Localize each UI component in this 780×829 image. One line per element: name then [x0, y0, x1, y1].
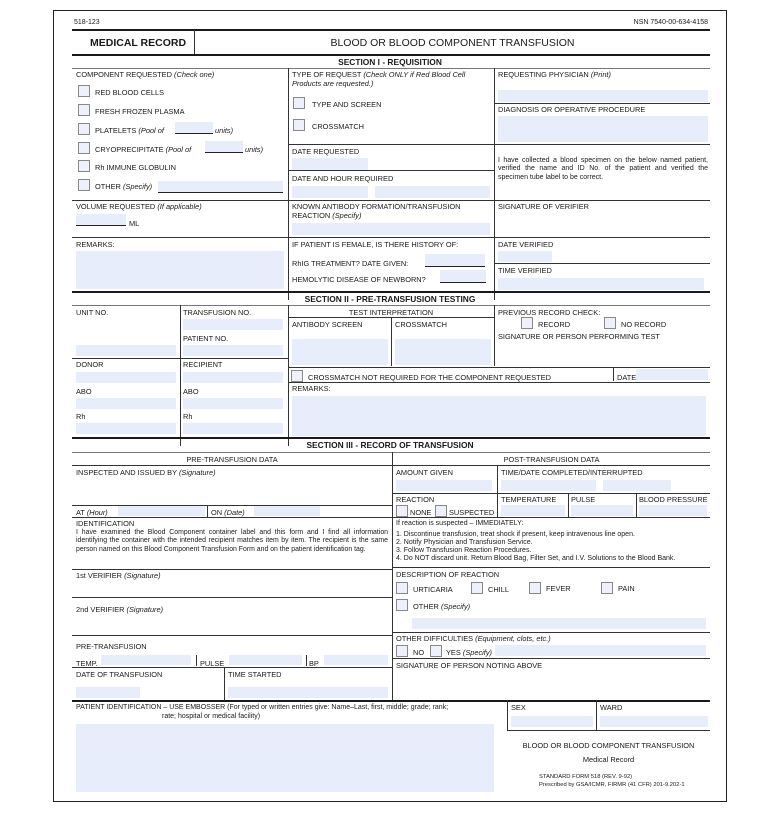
- section2-remarks-label: REMARKS:: [292, 384, 331, 393]
- form-code: 518-123: [74, 19, 100, 26]
- underline: [440, 282, 486, 283]
- divider: [72, 635, 392, 636]
- divider: [497, 465, 498, 517]
- date-of-transfusion-input[interactable]: [76, 687, 140, 698]
- divider: [391, 317, 392, 366]
- standard-form-number: STANDARD FORM 518 (REV. 9-92): [539, 774, 633, 780]
- units-label: units): [245, 145, 264, 154]
- previous-record-check-label: PREVIOUS RECORD CHECK:: [498, 308, 601, 317]
- divider: [288, 367, 710, 368]
- divider: [494, 305, 495, 366]
- unit-no-label: UNIT NO.: [76, 308, 109, 317]
- reaction-suspected-checkbox[interactable]: [435, 505, 447, 517]
- date-verified-input[interactable]: [498, 251, 552, 262]
- ward-label: WARD: [600, 703, 623, 712]
- diagnosis-input[interactable]: [498, 116, 708, 142]
- divider: [392, 517, 710, 518]
- cryoprecipitate-label: CRYOPRECIPITATE (Pool of: [95, 145, 192, 154]
- other-reaction-input[interactable]: [412, 618, 706, 629]
- divider: [180, 305, 181, 446]
- transfusion-no-label: TRANSFUSION NO.: [183, 308, 252, 317]
- donor-label: DONOR: [76, 360, 104, 369]
- unit-no-input[interactable]: [76, 345, 176, 356]
- crossmatch-date-input[interactable]: [636, 369, 708, 380]
- instruction-step-2: 2. Notify Physician and Transfusion Service.: [396, 539, 533, 546]
- none-label: NONE: [410, 508, 432, 517]
- fever-checkbox[interactable]: [529, 582, 541, 594]
- pulse-label: PULSE: [200, 659, 225, 668]
- date-of-transfusion-label: DATE OF TRANSFUSION: [76, 670, 163, 679]
- other-difficulties-input[interactable]: [495, 645, 706, 656]
- time-completed-input[interactable]: [501, 480, 596, 491]
- footer-form-subtitle: Medical Record: [582, 755, 635, 764]
- divider: [72, 465, 710, 466]
- divider: [72, 54, 710, 56]
- volume-requested-label: VOLUME REQUESTED (If applicable): [76, 202, 202, 211]
- divider: [306, 655, 307, 666]
- divider: [72, 358, 288, 359]
- divider: [72, 305, 710, 306]
- first-verifier-label: 1st VERIFIER (Signature): [76, 571, 161, 580]
- divider: [568, 493, 569, 517]
- pre-pulse-input[interactable]: [229, 655, 302, 665]
- divider: [72, 517, 392, 518]
- urticaria-checkbox[interactable]: [396, 582, 408, 594]
- pain-checkbox[interactable]: [601, 582, 613, 594]
- time-started-input[interactable]: [228, 687, 388, 698]
- divider: [72, 597, 392, 598]
- pain-label: PAIN: [618, 584, 635, 593]
- underline: [175, 133, 213, 134]
- no-label: NO: [413, 648, 425, 657]
- antibody-label-line1: KNOWN ANTIBODY FORMATION/TRANSFUSION: [292, 202, 461, 211]
- underline: [425, 266, 485, 267]
- blood-pressure-label: BLOOD PRESSURE: [639, 495, 708, 504]
- cryo-pool-input[interactable]: [205, 141, 243, 152]
- post-pulse-label: PULSE: [571, 495, 596, 504]
- crossmatch-not-required-checkbox[interactable]: [291, 370, 303, 382]
- donor-input[interactable]: [76, 372, 176, 383]
- other-component-input[interactable]: [158, 181, 283, 192]
- recipient-rh-label: Rh: [183, 412, 193, 421]
- chill-checkbox[interactable]: [471, 582, 483, 594]
- red-blood-cells-checkbox[interactable]: [78, 85, 90, 97]
- date-requested-input[interactable]: [292, 158, 368, 170]
- recipient-input[interactable]: [183, 372, 283, 383]
- prescribed-by: Prescribed by GSA/ICMR, FIRMR (41 CFR) 201-9.202-1: [539, 782, 685, 788]
- urticaria-label: URTICARIA: [413, 585, 453, 594]
- rh-immune-globulin-checkbox[interactable]: [78, 160, 90, 172]
- instruction-step-1: 1. Discontinue transfusion, treat shock if present, keep intravenous line open.: [396, 531, 635, 538]
- section2-remarks-input[interactable]: [292, 396, 706, 436]
- inspected-issued-label: INSPECTED AND ISSUED BY (Signature): [76, 468, 216, 477]
- section-2-title: SECTION II - PRE-TRANSFUSION TESTING: [304, 294, 476, 304]
- difficulties-no-checkbox[interactable]: [396, 645, 408, 657]
- on-date-label: ON (Date): [211, 508, 245, 517]
- type-of-request-hint: Products are requested.): [292, 79, 374, 88]
- divider: [392, 632, 710, 633]
- antibody-input[interactable]: [292, 223, 490, 235]
- hdn-label: HEMOLYTIC DISEASE OF NEWBORN?: [292, 275, 426, 284]
- identification-label: IDENTIFICATION: [76, 519, 135, 528]
- other-reaction-label: OTHER (Specify): [413, 602, 471, 611]
- form-title: BLOOD OR BLOOD COMPONENT TRANSFUSION: [330, 37, 575, 49]
- underline: [76, 225, 126, 226]
- patient-identification-hint: rate; hospital or medical facility): [162, 713, 261, 720]
- platelets-label: PLATELETS (Pool of: [95, 126, 164, 135]
- amount-given-label: AMOUNT GIVEN: [396, 468, 453, 477]
- instruction-step-3: 3. Follow Transfusion Reaction Procedures.: [396, 547, 532, 554]
- rhig-treatment-label: RhIG TREATMENT? DATE GIVEN:: [292, 259, 409, 268]
- patient-no-label: PATIENT NO.: [183, 334, 229, 343]
- date-required-input[interactable]: [292, 186, 368, 198]
- other-reaction-checkbox[interactable]: [396, 599, 408, 611]
- divider: [224, 667, 225, 700]
- at-hour-input[interactable]: [118, 506, 205, 516]
- divider: [72, 667, 392, 668]
- platelets-checkbox[interactable]: [78, 123, 90, 135]
- footer-form-title: BLOOD OR BLOOD COMPONENT TRANSFUSION: [522, 741, 695, 750]
- diagnosis-label: DIAGNOSIS OR OPERATIVE PROCEDURE: [498, 105, 646, 114]
- at-hour-label: AT (Hour): [76, 508, 108, 517]
- date-completed-input[interactable]: [603, 480, 671, 491]
- divider: [72, 200, 710, 201]
- if-reaction-label: If reaction is suspected – IMMEDIATELY:: [396, 520, 524, 527]
- post-bp-input[interactable]: [639, 505, 707, 516]
- divider: [288, 144, 494, 145]
- divider: [613, 367, 614, 381]
- crossmatch-label: CROSSMATCH: [395, 320, 448, 329]
- crossmatch-input[interactable]: [395, 339, 491, 365]
- recipient-label: RECIPIENT: [183, 360, 223, 369]
- crossmatch-request-checkbox[interactable]: [293, 119, 305, 131]
- divider: [196, 655, 197, 666]
- rh-immune-globulin-label: Rh IMMUNE GLOBULIN: [95, 163, 176, 172]
- other-difficulties-label: OTHER DIFFICULTIES (Equipment, clots, etc.): [396, 634, 551, 643]
- remarks-input[interactable]: [76, 251, 284, 289]
- reaction-none-checkbox[interactable]: [396, 505, 408, 517]
- patient-identification-label: PATIENT IDENTIFICATION – USE EMBOSSER (For typed or written entries give: Name–Last, first, middle; grade; rank;: [76, 704, 449, 711]
- date-requested-label: DATE REQUESTED: [292, 147, 360, 156]
- cryoprecipitate-checkbox[interactable]: [78, 142, 90, 154]
- requesting-physician-label: REQUESTING PHYSICIAN (Print): [498, 70, 611, 79]
- divider: [392, 452, 393, 700]
- underline: [205, 152, 243, 153]
- section-3-title: SECTION III - RECORD OF TRANSFUSION: [306, 440, 474, 450]
- divider: [72, 68, 710, 69]
- post-pulse-input[interactable]: [571, 505, 633, 516]
- ml-unit: ML: [129, 219, 140, 228]
- component-requested-label: COMPONENT REQUESTED (Check one): [76, 70, 215, 79]
- nsn-number: NSN 7540-00-634-4158: [633, 19, 708, 26]
- donor-abo-input[interactable]: [76, 398, 176, 409]
- divider: [494, 263, 710, 264]
- instruction-step-4: 4. Do NOT discard unit. Return Blood Bag, Filter Set, and I.V. Solutions to the Blood Bank.: [396, 555, 676, 562]
- donor-rh-input[interactable]: [76, 423, 176, 434]
- divider: [494, 144, 710, 145]
- patient-identification-area[interactable]: [76, 724, 494, 792]
- pre-temp-input[interactable]: [101, 655, 191, 665]
- other-component-label: OTHER (Specify): [95, 182, 153, 191]
- rhig-date-input[interactable]: [425, 254, 485, 266]
- platelets-pool-input[interactable]: [175, 122, 213, 133]
- specimen-attestation: I have collected a blood specimen on the below named patient, verified the name and ID No. of the patient and verified the specimen tube label to be correct.: [498, 157, 708, 181]
- time-verified-label: TIME VERIFIED: [498, 266, 552, 275]
- bp-label: BP: [309, 659, 319, 668]
- pre-bp-input[interactable]: [324, 655, 388, 665]
- divider: [72, 237, 710, 238]
- chill-label: CHILL: [488, 585, 509, 594]
- hdn-input[interactable]: [440, 270, 486, 282]
- test-interpretation-label: TEST INTERPRETATION: [348, 308, 434, 317]
- form-page: [53, 10, 727, 802]
- divider: [507, 700, 508, 730]
- divider: [288, 305, 289, 446]
- sex-label: SEX: [511, 703, 526, 712]
- remarks-label: REMARKS:: [76, 240, 115, 249]
- identification-statement: I have examined the Blood Component container label and this form and I find all information identifying the container with the intended recipient matches item by item. The recipient is the same person named on this Blood Component Transfusion Form and on the patient identification tag.: [76, 529, 388, 553]
- antibody-screen-input[interactable]: [292, 339, 388, 365]
- other-component-checkbox[interactable]: [78, 179, 90, 191]
- no-record-label: NO RECORD: [621, 320, 667, 329]
- time-date-completed-label: TIME/DATE COMPLETED/INTERRUPTED: [501, 468, 643, 477]
- divider: [72, 452, 710, 453]
- transfusion-no-input[interactable]: [183, 319, 283, 330]
- second-verifier-label: 2nd VERIFIER (Signature): [76, 605, 164, 614]
- female-history-label: IF PATIENT IS FEMALE, IS THERE HISTORY OF:: [292, 240, 459, 249]
- pre-transfusion-label: PRE-TRANSFUSION: [76, 642, 147, 651]
- temperature-label: TEMPERATURE: [501, 495, 557, 504]
- signature-verifier-label: SIGNATURE OF VERIFIER: [498, 202, 590, 211]
- divider: [72, 291, 710, 293]
- ward-input[interactable]: [600, 716, 708, 727]
- underline: [158, 192, 283, 193]
- reaction-label: REACTION: [396, 495, 435, 504]
- post-transfusion-data-title: POST-TRANSFUSION DATA: [503, 455, 600, 464]
- time-verified-input[interactable]: [498, 278, 704, 290]
- type-of-request-label: TYPE OF REQUEST (Check ONLY if Red Blood Cell: [292, 70, 466, 79]
- type-and-screen-label: TYPE AND SCREEN: [312, 100, 382, 109]
- divider: [288, 382, 710, 383]
- no-record-checkbox[interactable]: [604, 317, 616, 329]
- crossmatch-not-required-label: CROSSMATCH NOT REQUIRED FOR THE COMPONENT REQUESTED: [308, 373, 551, 382]
- pre-transfusion-data-title: PRE-TRANSFUSION DATA: [186, 455, 278, 464]
- red-blood-cells-label: RED BLOOD CELLS: [95, 88, 165, 97]
- divider: [288, 68, 289, 300]
- units-label: units): [215, 126, 234, 135]
- post-temperature-input[interactable]: [501, 505, 565, 516]
- date-verified-label: DATE VERIFIED: [498, 240, 554, 249]
- difficulties-yes-checkbox[interactable]: [430, 645, 442, 657]
- fresh-frozen-plasma-label: FRESH FROZEN PLASMA: [95, 107, 185, 116]
- recipient-abo-input[interactable]: [183, 398, 283, 409]
- hour-required-input[interactable]: [375, 186, 490, 198]
- divider: [392, 658, 710, 659]
- signature-performing-label: SIGNATURE OR PERSON PERFORMING TEST: [498, 332, 660, 341]
- divider: [392, 493, 710, 494]
- donor-abo-label: ABO: [76, 387, 92, 396]
- divider: [507, 730, 710, 731]
- type-and-screen-checkbox[interactable]: [293, 97, 305, 109]
- record-label: RECORD: [538, 320, 571, 329]
- date-hour-required-label: DATE AND HOUR REQUIRED: [292, 174, 394, 183]
- fresh-frozen-plasma-checkbox[interactable]: [78, 104, 90, 116]
- record-type: MEDICAL RECORD: [90, 37, 187, 49]
- requesting-physician-input[interactable]: [498, 90, 708, 102]
- signature-noting-label: SIGNATURE OF PERSON NOTING ABOVE: [396, 661, 543, 670]
- recipient-abo-label: ABO: [183, 387, 199, 396]
- suspected-label: SUSPECTED: [449, 508, 495, 517]
- crossmatch-request-label: CROSSMATCH: [312, 122, 365, 131]
- time-started-label: TIME STARTED: [228, 670, 282, 679]
- divider: [72, 700, 710, 702]
- yes-label: YES (Specify): [446, 648, 493, 657]
- fever-label: FEVER: [546, 584, 571, 593]
- recipient-rh-input[interactable]: [183, 423, 283, 434]
- description-of-reaction-label: DESCRIPTION OF REACTION: [396, 570, 500, 579]
- antibody-screen-label: ANTIBODY SCREEN: [292, 320, 363, 329]
- on-date-input[interactable]: [254, 506, 320, 516]
- date-label: DATE: [617, 373, 637, 382]
- divider: [288, 170, 494, 171]
- record-checkbox[interactable]: [521, 317, 533, 329]
- divider: [72, 29, 710, 31]
- divider: [636, 493, 637, 517]
- volume-input[interactable]: [76, 214, 126, 225]
- antibody-label-line2: REACTION (Specify): [292, 211, 362, 220]
- temp-label: TEMP.: [76, 659, 98, 668]
- donor-rh-label: Rh: [76, 412, 86, 421]
- divider: [392, 567, 710, 568]
- divider: [596, 700, 597, 730]
- divider: [72, 569, 392, 570]
- section-1-title: SECTION I - REQUISITION: [338, 57, 442, 67]
- patient-no-input[interactable]: [183, 345, 283, 356]
- amount-given-input[interactable]: [396, 480, 492, 491]
- divider: [494, 103, 710, 104]
- sex-input[interactable]: [511, 716, 593, 727]
- divider: [207, 505, 208, 517]
- divider: [72, 437, 710, 439]
